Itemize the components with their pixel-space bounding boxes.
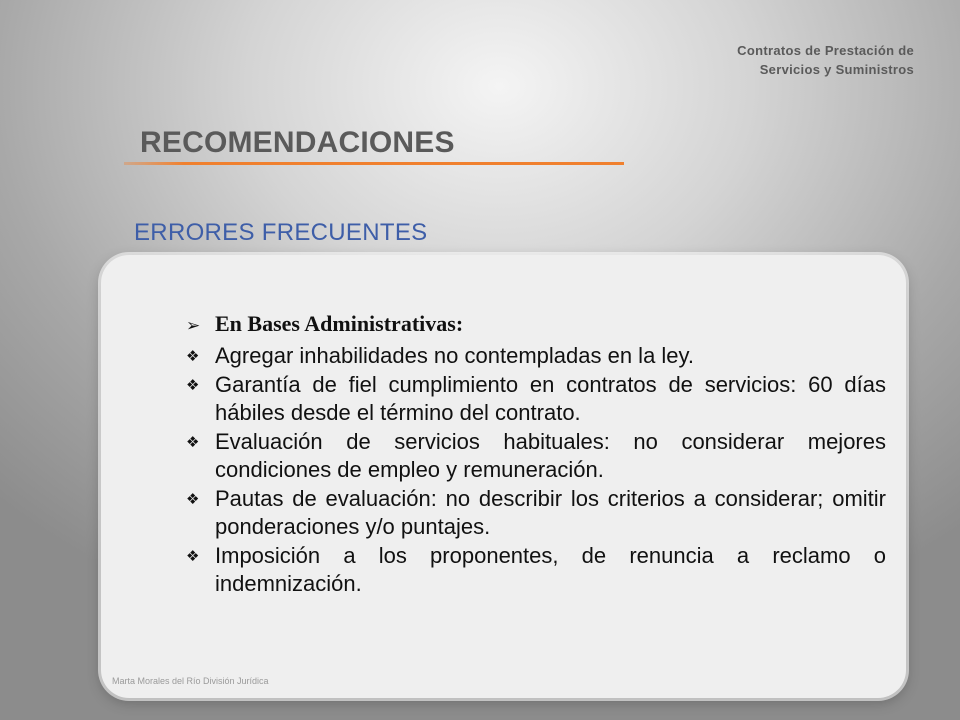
header-line-2: Servicios y Suministros — [759, 62, 914, 77]
diamond-flower-bullet-icon: ❖ — [186, 546, 200, 565]
list-item-text: Agregar inhabilidades no contempladas en la ley. — [215, 343, 695, 368]
footer-credit: Marta Morales del Río División Jurídica — [112, 676, 269, 686]
diamond-flower-bullet-icon: ❖ — [186, 375, 200, 394]
section-heading-text: En Bases Administrativas: — [215, 311, 464, 336]
section-heading — [186, 308, 886, 342]
slide-title: RECOMENDACIONES — [140, 126, 455, 159]
bullet-list — [186, 342, 886, 599]
content-area — [186, 308, 886, 599]
list-item — [186, 485, 886, 542]
list-item — [186, 428, 886, 485]
header-title — [737, 41, 914, 79]
list-item — [186, 542, 886, 599]
list-item — [186, 371, 886, 428]
list-item-text: Pautas de evaluación: no describir los criterios a considerar; omitir ponderaciones y/o puntajes. — [215, 485, 886, 539]
list-item-text: Garantía de fiel cumplimiento en contratos de servicios: 60 días hábiles desde el término del contrato. — [215, 371, 886, 425]
list-item — [186, 342, 886, 371]
list-item-text: Evaluación de servicios habituales: no considerar mejores condiciones de empleo y remuneración. — [215, 428, 886, 482]
diamond-flower-bullet-icon: ❖ — [186, 347, 200, 365]
header-line-1: Contratos de Prestación de — [737, 43, 914, 58]
diamond-flower-bullet-icon: ❖ — [186, 489, 200, 508]
list-item-text: Imposición a los proponentes, de renuncia a reclamo o indemnización. — [215, 542, 886, 596]
diamond-flower-bullet-icon: ❖ — [186, 432, 200, 451]
arrow-right-icon: ➢ — [186, 316, 201, 336]
slide-subtitle: ERRORES FRECUENTES — [134, 219, 428, 246]
title-underline — [124, 162, 624, 165]
